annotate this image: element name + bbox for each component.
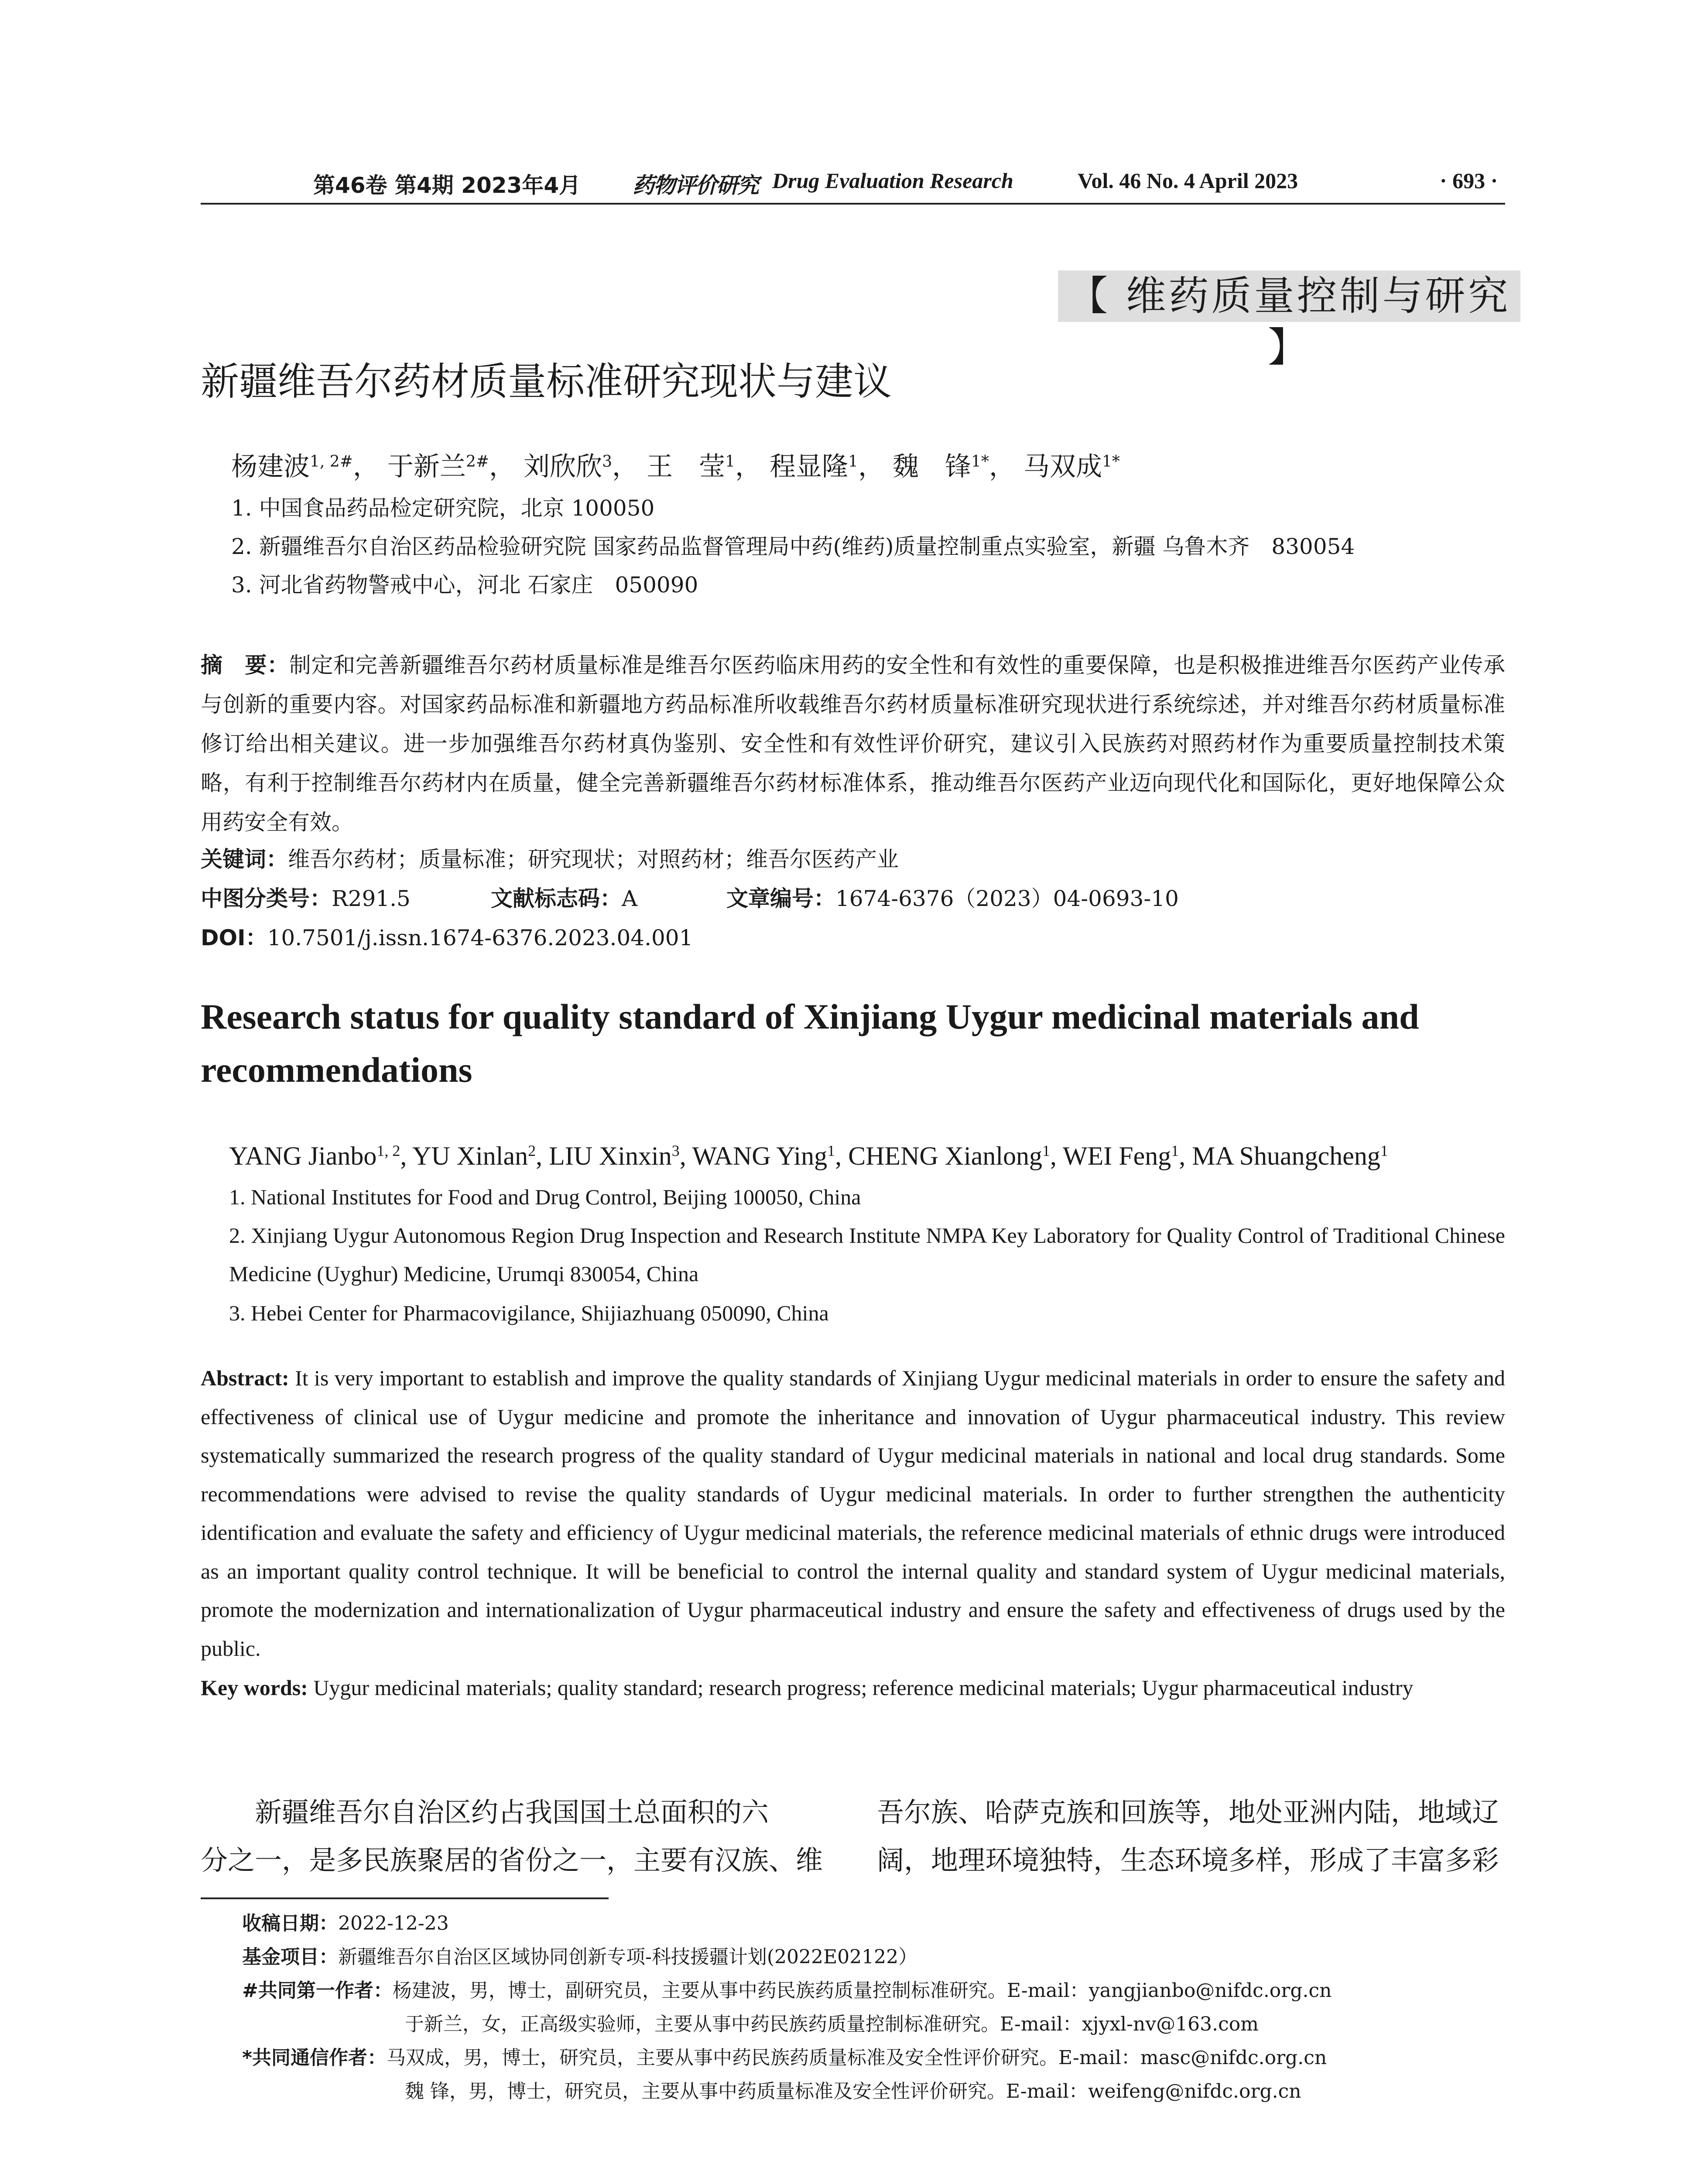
keywords-en-text: Uygur medicinal materials; quality standard; research progress; reference medicinal materials; Uygur pharmaceutical industry (313, 1675, 1414, 1700)
title-en: Research status for quality standard of Xinjiang Uygur medicinal materials and recommendations (201, 997, 1419, 1090)
abstract-cn-text: 制定和完善新疆维吾尔药材质量标准是维吾尔医药临床用药的安全性和有效性的重要保障，也是积极推进维吾尔医药产业传承与创新的重要内容。对国家药品标准和新疆地方药品标准所收载维吾尔药材质量标准研究现状进行系统综述，并对维吾尔药材质量标准修订给出相关建议。进一步加强维吾尔药材真伪鉴别、安全性和有效性评价研究，建议引入民族药对照药材作为重要质量控制技术策略，有利于控制维吾尔药材内在质量，健全完善新疆维吾尔药材标准体系，推动维吾尔医药产业迈向现代化和国际化，更好地保障公众用药安全有效。 (201, 653, 1506, 835)
affiliation-cn-2: 2. 新疆维吾尔自治区药品检验研究院 国家药品监督管理局中药(维药)质量控制重点实验室，新疆 乌鲁木齐 830054 (231, 534, 1355, 559)
author-sup: 1, 2# (310, 453, 353, 471)
footnote-cofirst-2: 于新兰，女，正高级实验师，主要从事中药民族药质量控制标准研究。E-mail：xjyxl-nv@163.com (405, 2013, 1259, 2035)
doc-value: A (622, 886, 638, 911)
authors-cn: 杨建波$^{1, 2\#}$， 于新兰$^{2\#}$， 刘欣欣$^3$， 王 莹$^1$， 程显隆$^1$， 魏 锋$^{1*}$， 马双成$^{1*}$ (231, 451, 1120, 482)
author-cn: 王 莹 (647, 451, 726, 482)
footnote-corr-2: 魏 锋，男，博士，研究员，主要从事中药质量标准及安全性评价研究。E-mail：weifeng@nifdc.org.cn (405, 2080, 1301, 2102)
journal-cn-logo: 药物评价研究 (633, 172, 758, 198)
author-cn: 程显隆 (770, 451, 849, 482)
keywords-en (201, 1668, 1505, 1707)
section-tag: 【 维药质量控制与研究 】 (1058, 270, 1520, 322)
affiliation-cn-3: 3. 河北省药物警戒中心，河北 石家庄 050090 (231, 572, 698, 598)
author-sup: 1 (848, 453, 858, 471)
article-label: 文章编号： (726, 886, 835, 911)
author-sup: 1 (827, 1142, 835, 1160)
header-cn-volume: 第46卷 第4期 2023年4月 (313, 173, 581, 198)
header-rule (201, 203, 1505, 205)
abstract-en (201, 1359, 1505, 1668)
doi-label: DOI： (201, 925, 267, 950)
keywords-cn-label: 关键词： (201, 847, 288, 872)
author-cn: 马双成 (1023, 451, 1102, 482)
clc-label: 中图分类号： (201, 886, 332, 911)
keywords-en-label: Key words: (201, 1675, 308, 1700)
body-column-left (201, 1788, 831, 1884)
affiliation-cn-1: 1. 中国食品药品检定研究院，北京 100050 (231, 496, 655, 521)
author-sup: 3 (602, 453, 612, 471)
author-en: YANG Jianbo (229, 1142, 377, 1170)
body-line: 阔，地理环境独特，生态环境多样，形成了丰富多彩 (877, 1844, 1499, 1876)
author-cn: 魏 锋 (893, 451, 972, 482)
affiliation-en-1: 1. National Institutes for Food and Drug Control, Beijing 100050, China (229, 1185, 861, 1209)
footnote-rule (201, 1897, 609, 1899)
abstract-en-text: It is very important to establish and improve the quality standards of Xinjiang Uygur medicinal materials in order to ensure the safety and effectiveness of clinical use of Uygur medicine and promote the inheritance and innovation of Uygur pharmaceutical industry. This review systematically summarized the research progress of the quality standard of Uygur medicinal materials in national and local drug standards. Some recommendations were advised to revise the quality standards of Uygur medicinal materials. In order to further strengthen the authenticity identification and evaluate the safety and efficiency of Uygur medicinal materials, the reference medicinal materials of ethnic drugs were introduced as an important quality control technique. It will be beneficial to control the internal quality and standard system of Uygur medicinal materials, promote the modernization and internationalization of Uygur pharmaceutical industry and ensure the safety and effectiveness of drugs used by the public. (201, 1366, 1505, 1661)
received-label: 收稿日期： (242, 1912, 338, 1935)
author-sup: 1 (1380, 1142, 1388, 1160)
author-cn: 刘欣欣 (524, 451, 602, 482)
header-en-volume: Vol. 46 No. 4 April 2023 (1078, 168, 1298, 193)
author-sup: 1* (1102, 453, 1120, 471)
author-en: WANG Ying (692, 1142, 828, 1170)
author-en: YU Xinlan (412, 1142, 528, 1170)
article-value: 1674-6376（2023）04-0693-10 (835, 886, 1179, 911)
body-column-right (877, 1788, 1507, 1884)
authors-en: YANG Jianbo$^{1, 2}$, YU Xinlan$^2$, LIU Xinxin$^3$, WANG Ying$^1$, CHENG Xianlong$^1$, WEI Feng$^1$, MA Shuangcheng$^1$ (229, 1142, 1388, 1170)
corr-author-1: 马双成，男，博士，研究员，主要从事中药民族药质量标准及安全性评价研究。E-mail：masc@nifdc.org.cn (387, 2047, 1327, 2069)
author-sup: 2 (528, 1142, 536, 1160)
page-number: · 693 · (1440, 168, 1498, 193)
classification-article (726, 883, 1179, 914)
author-en: LIU Xinxin (549, 1142, 672, 1170)
author-en: CHENG Xianlong (848, 1142, 1043, 1170)
footnote-cofirst (242, 1976, 1331, 2006)
author-en: MA Shuangcheng (1192, 1142, 1380, 1170)
author-sup: 1 (725, 453, 735, 471)
classification-clc (201, 883, 411, 914)
classification-doc (491, 883, 637, 914)
author-sup: 1* (971, 453, 989, 471)
footnote-fund (242, 1942, 917, 1972)
affiliation-en-3: 3. Hebei Center for Pharmacovigilance, Shijiazhuang 050090, China (229, 1301, 829, 1325)
author-cn: 杨建波 (231, 451, 310, 482)
author-sup: 3 (671, 1142, 680, 1160)
doc-label: 文献标志码： (491, 886, 622, 911)
cofirst-label: #共同第一作者： (242, 1979, 393, 2002)
body-line: 分之一，是多民族聚居的省份之一，主要有汉族、维 (201, 1844, 823, 1876)
fund-value: 新疆维吾尔自治区区域协同创新专项-科技援疆计划(2022E02122） (338, 1946, 918, 1968)
clc-value: R291.5 (332, 886, 411, 911)
abstract-cn-label: 摘 要： (201, 653, 289, 678)
cofirst-author-1: 杨建波，男，博士，副研究员，主要从事中药民族药质量控制标准研究。E-mail：yangjianbo@nifdc.org.cn (392, 1979, 1332, 2002)
journal-en-title: Drug Evaluation Research (772, 168, 1013, 193)
title-cn: 新疆维吾尔药材质量标准研究现状与建议 (201, 359, 892, 404)
author-sup: 1 (1171, 1142, 1179, 1160)
author-cn: 于新兰 (387, 451, 466, 482)
footnote-received (242, 1908, 449, 1939)
doi-value: 10.7501/j.issn.1674-6376.2023.04.001 (267, 925, 693, 950)
author-sup: 1 (1042, 1142, 1051, 1160)
keywords-cn (201, 844, 899, 875)
body-line: 新疆维吾尔自治区约占我国国土总面积的六 (255, 1796, 769, 1828)
author-sup: 2# (466, 453, 489, 471)
footnote-corr (242, 2043, 1327, 2073)
received-value: 2022-12-23 (338, 1912, 449, 1935)
keywords-cn-text: 维吾尔药材；质量标准；研究现状；对照药材；维吾尔医药产业 (288, 847, 899, 872)
body-line: 吾尔族、哈萨克族和回族等，地处亚洲内陆，地域辽 (877, 1796, 1499, 1828)
author-sup: 1, 2 (377, 1142, 400, 1160)
affiliation-en-2: 2. Xinjiang Uygur Autonomous Region Drug Inspection and Research Institute NMPA Key Laboratory for Quality Control of Traditional Chinese Medicine (Uyghur) Medicine, Urumqi 830054, China (229, 1223, 1505, 1286)
abstract-en-label: Abstract: (201, 1366, 289, 1390)
fund-label: 基金项目： (242, 1946, 338, 1968)
corr-label: *共同通信作者： (242, 2047, 387, 2069)
author-en: WEI Feng (1062, 1142, 1171, 1170)
abstract-cn (201, 646, 1505, 842)
doi-line (201, 923, 693, 953)
